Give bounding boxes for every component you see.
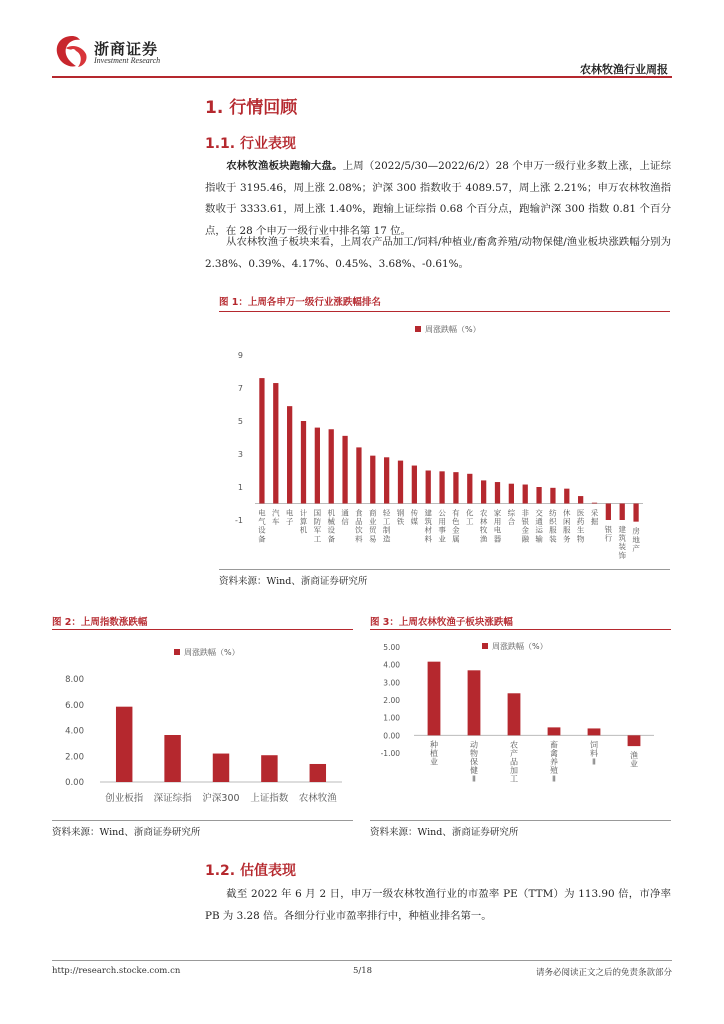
category-label: 非 [521, 508, 529, 518]
category-label: 织 [549, 517, 557, 527]
bar [606, 504, 611, 521]
logo-mark-icon [52, 34, 92, 70]
category-label: 牧 [479, 525, 488, 535]
chart-subsector-performance [370, 633, 671, 818]
bar [536, 487, 541, 504]
chart-index-performance [52, 633, 353, 818]
y-tick-label: 3 [237, 450, 243, 459]
bar [428, 662, 441, 736]
chart-industry-ranking [219, 316, 670, 568]
category-label: 医 [576, 508, 585, 518]
category-label: 合 [507, 517, 516, 527]
category-label: 业 [369, 517, 377, 527]
footer-disclaimer: 请务必阅读正文之后的免责条款部分 [535, 968, 672, 978]
category-label: 输 [535, 534, 543, 544]
category-label: 农 [510, 740, 518, 750]
category-label: 品 [510, 757, 518, 767]
category-label: 汽 [272, 508, 280, 518]
category-label: 电 [285, 508, 294, 518]
bar [213, 754, 229, 782]
category-label: 采 [590, 508, 599, 518]
category-label: 健 [470, 766, 478, 776]
legend-swatch [482, 643, 488, 649]
figure-1-rule [219, 311, 670, 312]
y-tick-label: 5 [237, 417, 243, 426]
category-label: 信 [341, 517, 349, 527]
category-label: 林 [479, 517, 488, 527]
y-tick-label: -1.00 [380, 749, 400, 758]
category-label: 有 [452, 508, 460, 518]
category-label: 上证指数 [250, 793, 289, 804]
bar [398, 461, 403, 504]
category-label: 物 [576, 534, 585, 544]
para-lead-bold: 农林牧渔板块跑输大盘。 [226, 160, 343, 172]
figure-2-source: 资料来源：Wind、浙商证券研究所 [52, 827, 201, 838]
category-label: 钢 [396, 508, 405, 518]
bar [481, 480, 486, 503]
category-label: 传 [410, 508, 419, 518]
category-label: 建 [424, 508, 432, 518]
category-label: 算 [299, 517, 308, 527]
figure-1-source: 资料来源：Wind、浙商证券研究所 [219, 576, 368, 587]
category-label: 筑 [618, 533, 626, 543]
category-label: 服 [563, 525, 571, 535]
legend-label: 周涨跌幅（%） [184, 648, 240, 657]
category-label: 休 [563, 508, 571, 518]
category-label: 通 [341, 508, 349, 518]
y-tick-label: 4.00 [65, 726, 84, 737]
category-label: 饮 [355, 525, 363, 535]
category-label: 事 [438, 525, 446, 535]
y-tick-label: 2.00 [383, 696, 400, 705]
category-label: 金 [452, 525, 460, 535]
y-tick-label: 9 [237, 351, 243, 360]
category-label: 贸 [369, 525, 377, 535]
bar [508, 693, 521, 735]
y-tick-label: 0.00 [383, 731, 400, 741]
category-label: 农林牧渔 [298, 793, 337, 804]
logo-text-cn: 浙商证券 [94, 40, 159, 58]
category-label: 物 [470, 748, 478, 758]
bar [453, 472, 458, 503]
bar [370, 456, 375, 504]
bar [261, 755, 277, 782]
category-label: Ⅱ [552, 774, 556, 784]
bar [620, 504, 625, 521]
category-label: 综 [507, 508, 516, 518]
legend-label: 周涨跌幅（%） [492, 642, 548, 651]
category-label: 食 [355, 508, 363, 518]
category-label: 房 [632, 526, 640, 536]
figure-2-bottom-rule [52, 820, 353, 821]
legend-swatch [415, 326, 421, 332]
y-tick-label: 4.00 [383, 660, 400, 670]
category-label: 建 [618, 525, 626, 534]
category-label: 铁 [396, 517, 405, 527]
category-label: 械 [327, 517, 335, 527]
para-valuation-text: 截至 2022 年 6 月 2 日，申万一级农林牧渔行业的市盈率 PE（TTM）为 113.90 倍，市净率 PB 为 3.28 倍。各细分行业市盈率排行中，种植业排名第一。 [205, 888, 671, 922]
category-label: Ⅱ [592, 757, 596, 767]
y-tick-label: 1 [237, 483, 243, 492]
category-label: 制 [382, 525, 391, 535]
bar [633, 504, 638, 522]
category-label: 务 [563, 534, 571, 544]
category-label: 交 [535, 508, 543, 518]
category-label: 工 [382, 517, 391, 527]
category-label: 业 [430, 757, 438, 767]
category-label: 设 [258, 525, 266, 535]
category-label: 服 [549, 525, 557, 535]
logo-text-en: Investment Research [94, 56, 161, 65]
category-label: 用 [438, 517, 446, 527]
bar [384, 457, 389, 503]
para-sub-sectors-text: 从农林牧渔子板块来看，上周农产品加工/饲料/种植业/畜禽养殖/动物保健/渔业板块涨跌幅分别为 2.38%、0.39%、4.17%、0.45%、3.68%、-0.61%。 [205, 236, 671, 270]
category-label: 器 [493, 534, 502, 544]
bar [329, 429, 334, 503]
category-label: 家 [493, 508, 502, 518]
category-label: 装 [618, 542, 626, 552]
subsection-title-valuation: 1.2. 估值表现 [205, 863, 296, 879]
footer-url: http://research.stocke.com.cn [52, 966, 181, 976]
bar [412, 466, 417, 504]
category-label: 造 [382, 534, 391, 544]
paragraph-valuation [205, 884, 671, 927]
figure-2-rule [52, 629, 353, 630]
category-label: 闲 [563, 517, 571, 527]
category-label: 饲 [590, 740, 598, 750]
category-label: 行 [604, 533, 613, 543]
bar [628, 735, 641, 746]
category-label: 银 [604, 525, 613, 534]
category-label: 化 [466, 508, 474, 518]
paragraph-sub-sectors [205, 232, 671, 275]
bar [426, 471, 431, 504]
category-label: 动 [470, 740, 478, 750]
y-tick-label: -1 [235, 516, 243, 525]
category-label: 工 [510, 774, 518, 784]
header-divider [52, 76, 672, 78]
y-tick-label: 3.00 [383, 678, 400, 688]
category-label: 筑 [424, 517, 432, 527]
category-label: 商 [369, 508, 377, 518]
category-label: 生 [576, 525, 585, 535]
category-label: 用 [493, 517, 502, 527]
category-label: Ⅱ [472, 774, 476, 784]
y-tick-label: 0.00 [65, 778, 84, 788]
bar [287, 406, 292, 503]
category-label: 养 [550, 757, 558, 767]
bar [116, 707, 132, 782]
category-label: 国 [313, 508, 322, 518]
category-label: 备 [258, 534, 266, 544]
bar [164, 735, 180, 782]
figure-3-bottom-rule [370, 820, 671, 821]
report-type: 农林牧渔行业周报 [580, 63, 668, 76]
para-body: 上周（2022/5/30—2022/6/2）28 个申万一级行业多数上涨，上证综指收于 3195.46，周上涨 2.08%；沪深 300 指数收于 4089.57，周上涨 2.21%；申万农林牧渔指数收于 3333.61，周上涨 1.40%，跑输上证综指 0.68 个百分点，跑输沪深 300 指数 0.81 个百分点，在 28 个申万一级行业中排名第 17 位。 [205, 160, 672, 237]
category-label: 料 [424, 534, 432, 544]
category-label: 料 [355, 534, 363, 544]
y-tick-label: 1.00 [383, 713, 400, 723]
section-title: 1. 行情回顾 [205, 98, 298, 118]
category-label: 军 [313, 525, 322, 535]
bar [310, 764, 326, 782]
category-label: 属 [452, 534, 460, 544]
category-label: 品 [355, 517, 363, 527]
category-label: 保 [470, 757, 478, 767]
category-label: 银 [521, 517, 529, 527]
footer-divider [52, 960, 672, 961]
bar [315, 428, 320, 504]
category-label: 材 [424, 525, 432, 535]
bar [548, 727, 561, 735]
figure-2-title: 图 2：上周指数涨跌幅 [52, 617, 148, 628]
legend-swatch [174, 649, 180, 655]
category-label: 渔 [479, 534, 488, 544]
category-label: 地 [632, 535, 640, 545]
category-label: 计 [299, 508, 308, 518]
category-label: 设 [327, 525, 335, 535]
bar [588, 728, 601, 735]
category-label: 车 [272, 517, 280, 527]
category-label: 工 [313, 534, 322, 544]
paragraph-industry-performance [205, 156, 671, 242]
figure-3-title: 图 3：上周农林牧渔子板块涨跌幅 [370, 617, 513, 628]
bar [301, 421, 306, 504]
subsection-title-industry: 1.1. 行业表现 [205, 136, 296, 152]
category-label: 业 [630, 759, 638, 769]
bar [356, 447, 361, 503]
category-label: 机 [327, 508, 335, 518]
category-label: 沪深300 [202, 793, 240, 804]
y-tick-label: 2.00 [65, 752, 84, 763]
y-tick-label: 6.00 [65, 700, 84, 711]
bar [468, 670, 481, 735]
figure-1-title: 图 1：上周各申万一级行业涨跌幅排名 [219, 297, 381, 308]
category-label: 植 [430, 748, 438, 758]
bar [523, 485, 528, 504]
category-label: 加 [510, 766, 518, 776]
category-label: 电 [258, 508, 266, 518]
figure-3-source: 资料来源：Wind、浙商证券研究所 [370, 827, 519, 838]
category-label: 装 [549, 534, 557, 544]
category-label: 电 [493, 525, 502, 535]
category-label: 种 [430, 740, 438, 750]
bar [564, 489, 569, 504]
category-label: 深证综指 [153, 793, 192, 804]
category-label: 禽 [550, 748, 558, 758]
figure-3-rule [370, 629, 671, 630]
category-label: 产 [510, 748, 518, 758]
legend-label: 周涨跌幅（%） [425, 325, 481, 334]
category-label: 畜 [550, 740, 558, 750]
category-label: 气 [258, 517, 266, 527]
category-label: 融 [521, 534, 529, 544]
bar [273, 383, 278, 503]
category-label: 饰 [618, 550, 626, 560]
category-label: 防 [313, 517, 322, 527]
category-label: 机 [299, 525, 308, 535]
category-label: 子 [285, 517, 294, 527]
y-tick-label: 7 [237, 384, 243, 393]
bar [342, 436, 347, 504]
category-label: 业 [438, 534, 446, 544]
bar [495, 482, 500, 503]
figure-1-bottom-rule [219, 569, 670, 570]
bar [578, 496, 583, 503]
category-label: 纺 [549, 508, 557, 518]
category-label: 备 [327, 534, 335, 544]
bar [467, 474, 472, 504]
category-label: 农 [479, 508, 488, 518]
category-label: 渔 [630, 751, 638, 761]
category-label: 通 [535, 517, 543, 527]
category-label: 掘 [590, 517, 599, 527]
bar [259, 378, 264, 503]
category-label: 色 [452, 517, 460, 527]
y-tick-label: 8.00 [65, 675, 84, 685]
category-label: 媒 [410, 517, 419, 527]
page-number: 5/18 [353, 966, 373, 976]
category-label: 公 [438, 508, 446, 518]
bar [592, 503, 597, 504]
y-tick-label: 5.00 [383, 643, 400, 652]
category-label: 料 [590, 748, 598, 758]
category-label: 创业板指 [105, 793, 144, 804]
bar [550, 488, 555, 504]
category-label: 工 [466, 517, 474, 527]
category-label: 产 [632, 543, 640, 553]
company-logo [52, 34, 172, 72]
category-label: 药 [576, 517, 585, 527]
category-label: 轻 [382, 508, 391, 518]
category-label: 运 [535, 525, 543, 535]
category-label: 易 [369, 534, 377, 544]
bar [509, 484, 514, 504]
category-label: 金 [521, 525, 529, 535]
category-label: 殖 [550, 766, 558, 776]
bar [439, 471, 444, 503]
